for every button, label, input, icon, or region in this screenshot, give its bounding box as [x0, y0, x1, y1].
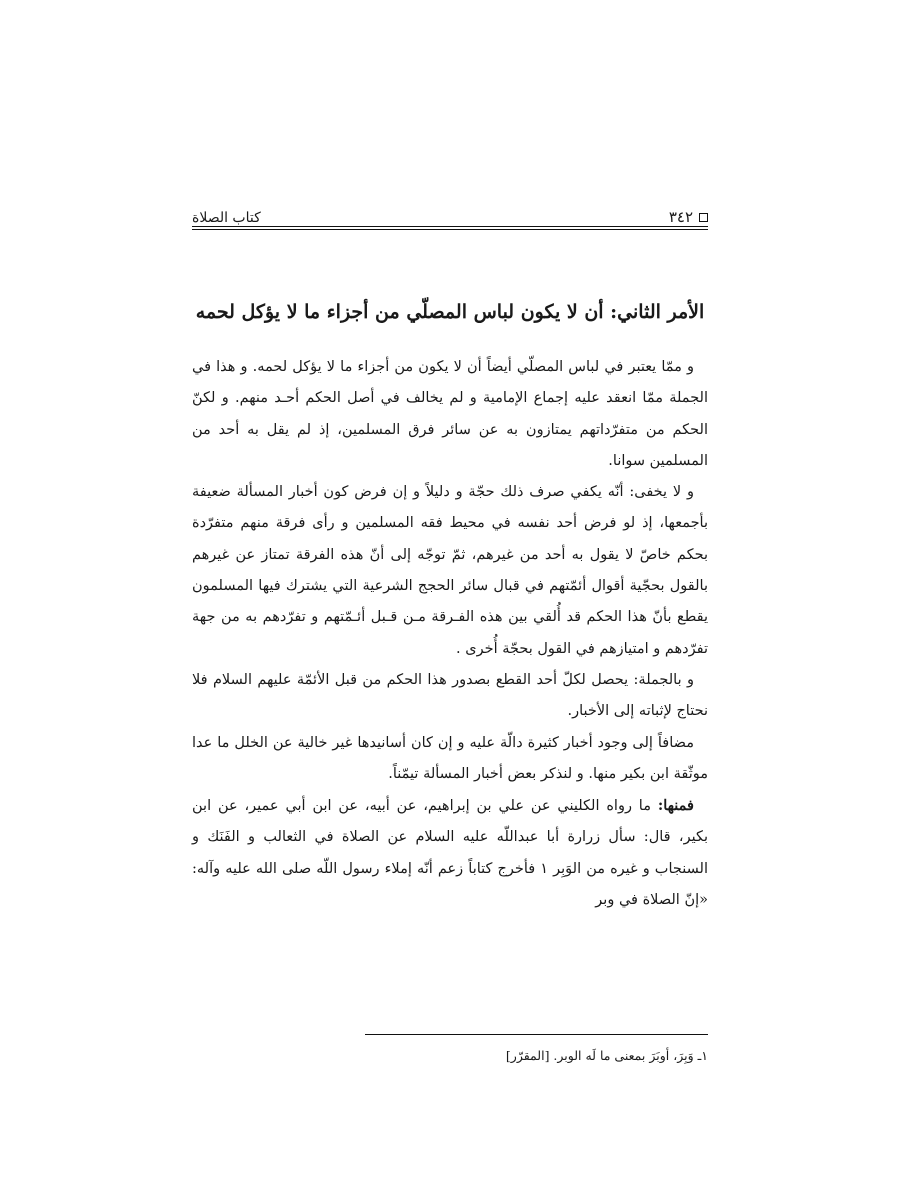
- header-rule: [192, 226, 708, 227]
- footnote: ١ـ وَبِرَ، أوبَرَ بمعنى ما لَه الوبر. [المقرّر]: [505, 1048, 708, 1063]
- book-title: كتاب الصلاة: [192, 210, 261, 226]
- paragraph: [192, 790, 708, 916]
- page-number-block: [669, 208, 708, 226]
- paragraph-text: و ممّا يعتبر في لباس المصلّي أيضاً أن لا يكون من أجزاء ما لا يؤكل لحمه. و هذا في الجملة ممّا انعقد عليه إجماع الإمامية و لم يخالف في أصل الحكم أحـد منهم. و لكنّ الحكم من متفرّداتهم يمتازون به عن سائر فرق المسلمين، إذ لم يقل به أحد من المسلمين سوانا.: [192, 359, 708, 469]
- paragraph: [192, 665, 708, 728]
- paragraph-lead: فمنها:: [657, 797, 694, 815]
- paragraph: [192, 352, 708, 477]
- chapter-title: الأمر الثاني: أن لا يكون لباس المصلّي من أجزاء ما لا يؤكل لحمه: [195, 300, 705, 323]
- paragraph: [192, 477, 708, 665]
- paragraph-text: مضافاً إلى وجود أخبار كثيرة دالّة عليه و إن كان أسانيدها غير خالية عن الخلل ما عدا موثّقة ابن بكير منها. و لنذكر بعض أخبار المسألة تيمّناً.: [192, 734, 708, 782]
- footnote-rule: [365, 1034, 708, 1035]
- body-text: [192, 352, 708, 916]
- running-header: [192, 200, 708, 226]
- paragraph-text: ما رواه الكليني عن علي بن إبراهيم، عن أبيه، عن ابن أبي عمير، عن ابن بكير، قال: سأل زرارة أبا عبداللّه عليه السلام عن الصلاة في الثعالب و الفَنَك و السنجاب و غيره من الوَبِر ١ فأخرج كتاباً زعم أنّه إملاء رسول اللّه صلى الله عليه وآله: «إنّ الصلاة في وبر: [192, 798, 708, 909]
- square-bullet-icon: [699, 213, 708, 222]
- paragraph-text: و بالجملة: يحصل لكلّ أحد القطع بصدور هذا الحكم من قبل الأئمّة عليهم السلام فلا نحتاج لإثباته إلى الأخبار.: [192, 671, 708, 720]
- page-number: ٣٤٢: [668, 208, 693, 226]
- paragraph: [192, 728, 708, 791]
- paragraph-text: و لا يخفى: أنّه يكفي صرف ذلك حجّة و دليلاً و إن فرض كون أخبار المسألة ضعيفة بأجمعها، إذ لو فرض أحد نفسه في محيط فقه المسلمين و رأى فرقة منهم متفرّدة بحكم خاصّ لا يقول به أحد من غيرهم، ثمّ توجّه إلى أنّ هذه الفرقة تمتاز عن غيرهم بالقول بحجّية أقوال أئمّتهم في قبال سائر الحجج الشرعية التي يشترك فيها المسلمون يقطع بأنّ هذا الحكم قد أُلقي بين هذه الفـرقة مـن قـبل أئـمّتهم و تفرّدهم به من جهة تفرّدهم و امتيازهم في القول بحجّة أُخرى .: [192, 484, 708, 657]
- header-rule-double: [192, 229, 708, 230]
